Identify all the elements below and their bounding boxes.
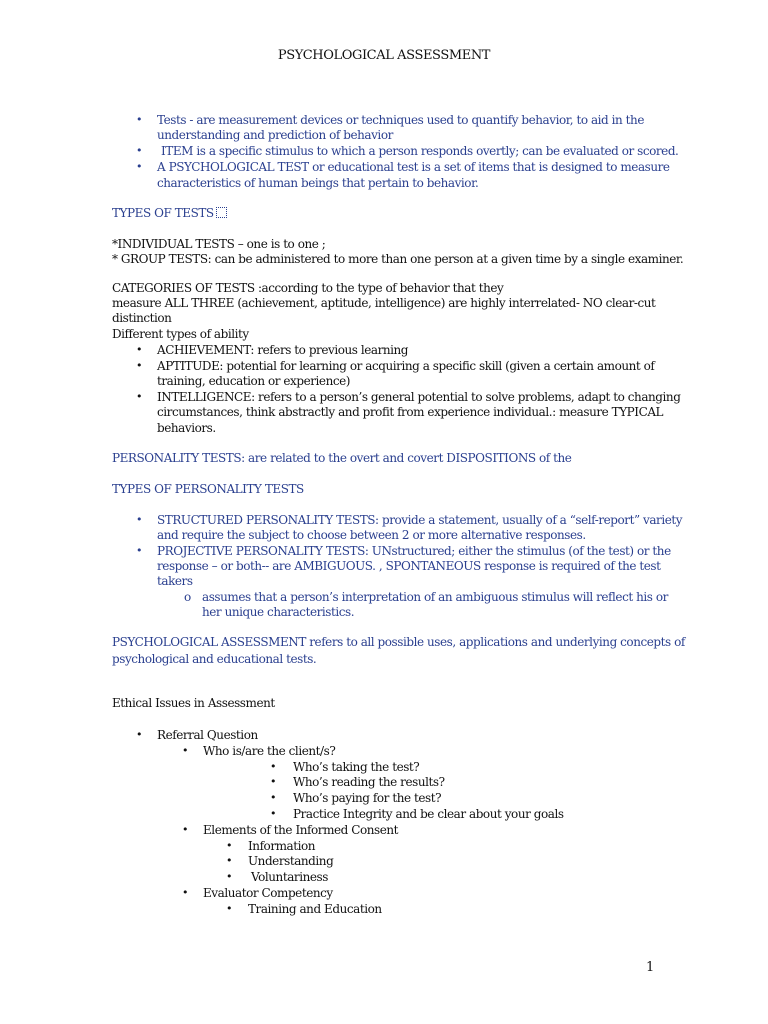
bullet-marker: • bbox=[136, 113, 143, 126]
list-item-line: ITEM is a specific stimulus to which a person responds overtly; can be evaluated or scored. bbox=[161, 144, 679, 158]
bullet-marker: • bbox=[136, 343, 143, 356]
ethical-issues-heading: Ethical Issues in Assessment bbox=[112, 696, 275, 710]
list-item: Who is/are the client/s? bbox=[203, 744, 336, 758]
list-item-line: training, education or experience) bbox=[157, 374, 351, 388]
types-personality-heading: TYPES OF PERSONALITY TESTS bbox=[112, 482, 304, 496]
list-item: Voluntariness bbox=[251, 870, 328, 884]
bullet-marker: • bbox=[270, 791, 277, 804]
individual-tests-line: *INDIVIDUAL TESTS – one is to one ; bbox=[112, 237, 326, 251]
bullet-marker: • bbox=[136, 544, 143, 557]
circle-marker: o bbox=[184, 590, 191, 604]
list-item-line: INTELLIGENCE: refers to a person’s general potential to solve problems, adapt to changing bbox=[157, 390, 681, 404]
list-item-line: characteristics of human beings that pertain to behavior. bbox=[157, 176, 479, 190]
list-item-line: Tests - are measurement devices or techniques used to quantify behavior, to aid in the bbox=[157, 113, 644, 127]
group-tests-line: * GROUP TESTS: can be administered to more than one person at a given time by a single examiner. bbox=[112, 252, 684, 266]
bullet-marker: • bbox=[136, 144, 143, 157]
list-item: Elements of the Informed Consent bbox=[203, 823, 399, 837]
categories-line: measure ALL THREE (achievement, aptitude, intelligence) are highly interrelated- NO clear-cut bbox=[112, 296, 656, 310]
bullet-marker: • bbox=[182, 744, 189, 757]
list-item-line: A PSYCHOLOGICAL TEST or educational test is a set of items that is designed to measure bbox=[157, 160, 670, 174]
list-item-line: circumstances, think abstractly and profit from experience individual.: measure TYPICAL bbox=[157, 405, 664, 419]
list-item-line: and require the subject to choose between 2 or more alternative responses. bbox=[157, 528, 586, 542]
bullet-marker: • bbox=[136, 513, 143, 526]
assessment-definition-line: psychological and educational tests. bbox=[112, 652, 317, 666]
list-item: Practice Integrity and be clear about your goals bbox=[293, 807, 564, 821]
types-of-tests-heading: TYPES OF TESTS bbox=[112, 205, 227, 221]
categories-line: distinction bbox=[112, 311, 172, 325]
list-item: Who’s taking the test? bbox=[293, 760, 420, 774]
page-title: PSYCHOLOGICAL ASSESSMENT bbox=[277, 48, 491, 63]
assessment-definition-line: PSYCHOLOGICAL ASSESSMENT refers to all possible uses, applications and underlying concepts of bbox=[112, 635, 685, 649]
bullet-marker: • bbox=[136, 160, 143, 173]
list-item-line: assumes that a person’s interpretation of an ambiguous stimulus will reflect his or bbox=[202, 590, 668, 604]
list-item-line: behaviors. bbox=[157, 421, 216, 435]
list-item: Understanding bbox=[248, 854, 334, 868]
list-item-line: understanding and prediction of behavior bbox=[157, 128, 393, 142]
bullet-marker: • bbox=[226, 839, 233, 852]
categories-line: Different types of ability bbox=[112, 327, 249, 341]
list-item-line: response – or both-- are AMBIGUOUS. , SPONTANEOUS response is required of the test bbox=[157, 559, 661, 573]
list-item: Information bbox=[248, 839, 316, 853]
list-item-line: PROJECTIVE PERSONALITY TESTS: UNstructured; either the stimulus (of the test) or the bbox=[157, 544, 671, 558]
list-item: Training and Education bbox=[248, 902, 382, 916]
placeholder-glyph-icon bbox=[216, 207, 227, 218]
personality-tests-line: PERSONALITY TESTS: are related to the overt and covert DISPOSITIONS of the bbox=[112, 451, 572, 465]
list-item-line: APTITUDE: potential for learning or acquiring a specific skill (given a certain amount of bbox=[157, 359, 655, 373]
bullet-marker: • bbox=[182, 886, 189, 899]
page-number: 1 bbox=[646, 960, 655, 975]
list-item: Evaluator Competency bbox=[203, 886, 333, 900]
bullet-marker: • bbox=[226, 870, 233, 883]
bullet-marker: • bbox=[226, 902, 233, 915]
bullet-marker: • bbox=[270, 775, 277, 788]
bullet-marker: • bbox=[136, 359, 143, 372]
categories-line: CATEGORIES OF TESTS :according to the type of behavior that they bbox=[112, 281, 504, 295]
bullet-marker: • bbox=[270, 807, 277, 820]
bullet-marker: • bbox=[136, 390, 143, 403]
list-item: Who’s paying for the test? bbox=[293, 791, 442, 805]
bullet-marker: • bbox=[270, 760, 277, 773]
list-item-line: her unique characteristics. bbox=[202, 605, 355, 619]
bullet-marker: • bbox=[136, 728, 143, 741]
list-item: Who’s reading the results? bbox=[293, 775, 445, 789]
bullet-marker: • bbox=[226, 854, 233, 867]
list-item-line: takers bbox=[157, 574, 193, 588]
bullet-marker: • bbox=[182, 823, 189, 836]
list-item-line: ACHIEVEMENT: refers to previous learning bbox=[157, 343, 409, 357]
list-item-line: STRUCTURED PERSONALITY TESTS: provide a statement, usually of a “self-report” variety bbox=[157, 513, 683, 527]
list-item: Referral Question bbox=[157, 728, 258, 742]
